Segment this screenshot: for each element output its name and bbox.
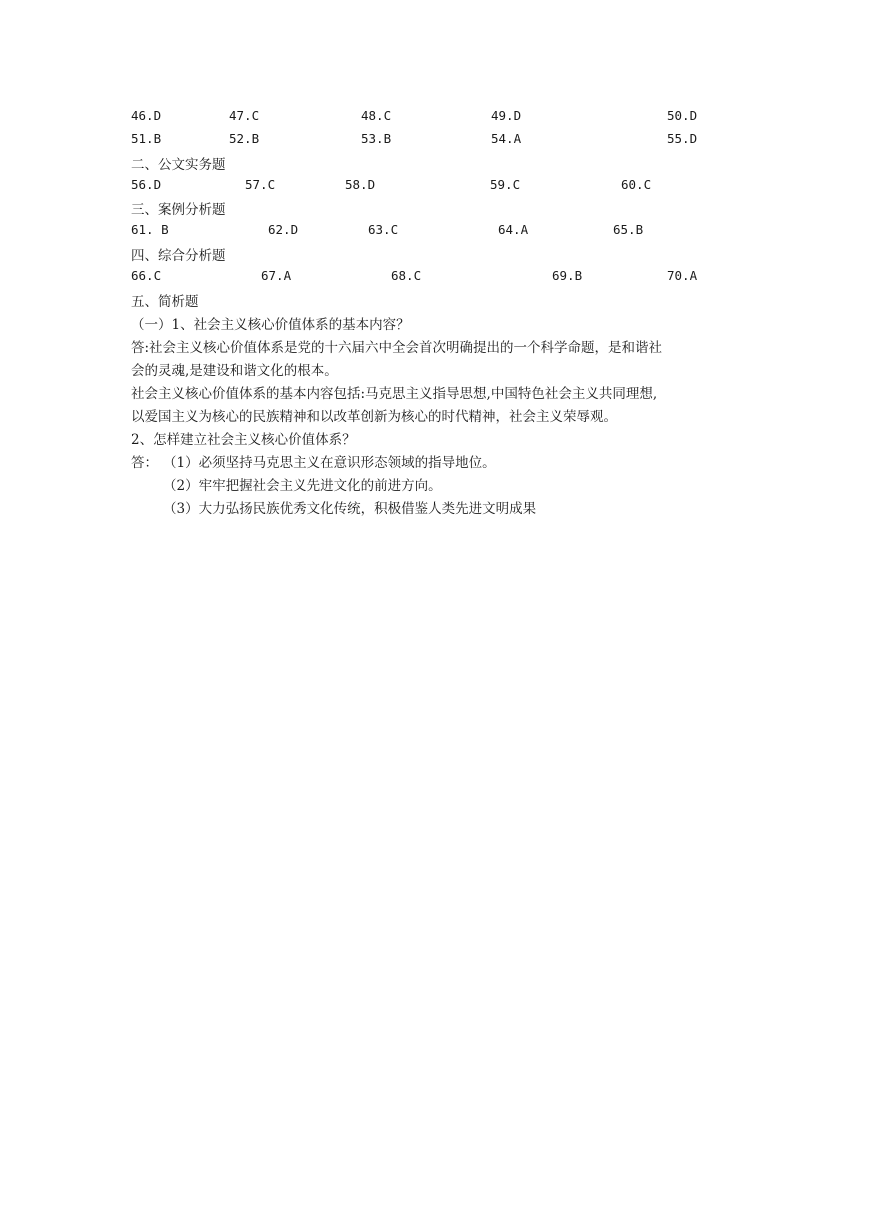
answer-51: 51.B	[131, 131, 162, 146]
answer-70: 70.A	[667, 268, 698, 283]
answer-64: 64.A	[498, 222, 529, 237]
essay-question-1: （一）1、社会主义核心价值体系的基本内容？	[131, 317, 410, 333]
answer-46: 46.D	[131, 108, 162, 123]
answer-53: 53.B	[361, 131, 392, 146]
answer-row-56-60	[131, 177, 771, 197]
answer-47: 47.C	[229, 108, 260, 123]
answer-52: 52.B	[229, 131, 260, 146]
essay-answer-1-line-1: 答:社会主义核心价值体系是党的十六届六中全会首次明确提出的一个科学命题，是和谐社	[131, 340, 663, 356]
answer-62: 62.D	[268, 222, 299, 237]
answer-57: 57.C	[245, 177, 276, 192]
answer-58: 58.D	[345, 177, 376, 192]
section-title-comprehensive: 四、综合分析题	[131, 248, 226, 264]
answer-59: 59.C	[490, 177, 521, 192]
essay-answer-2-item-1: （1）必须坚持马克思主义在意识形态领域的指导地位。	[163, 455, 496, 471]
answer-row-51-55	[131, 131, 771, 151]
essay-answer-1-line-2: 会的灵魂,是建设和谐文化的根本。	[131, 363, 338, 379]
answer-row-46-50	[131, 108, 771, 128]
section-title-short-analysis: 五、简析题	[131, 294, 199, 310]
answer-60: 60.C	[621, 177, 652, 192]
answer-61: 61. B	[131, 222, 169, 237]
answer-55: 55.D	[667, 131, 698, 146]
answer-48: 48.C	[361, 108, 392, 123]
answer-49: 49.D	[491, 108, 522, 123]
answer-50: 50.D	[667, 108, 698, 123]
essay-answer-2-item-2: （2）牢牢把握社会主义先进文化的前进方向。	[163, 478, 442, 494]
answer-66: 66.C	[131, 268, 162, 283]
answer-row-61-65	[131, 222, 771, 242]
answer-68: 68.C	[391, 268, 422, 283]
answer-54: 54.A	[491, 131, 522, 146]
answer-69: 69.B	[552, 268, 583, 283]
answer-row-66-70	[131, 268, 771, 288]
section-title-case-analysis: 三、案例分析题	[131, 202, 226, 218]
essay-answer-1-line-4: 以爱国主义为核心的民族精神和以改革创新为核心的时代精神，社会主义荣辱观。	[131, 409, 617, 425]
essay-answer-2-item-3: （3）大力弘扬民族优秀文化传统，积极借鉴人类先进文明成果	[163, 501, 537, 517]
essay-answer-1-line-3: 社会主义核心价值体系的基本内容包括:马克思主义指导思想,中国特色社会主义共同理想,	[131, 386, 658, 402]
answer-63: 63.C	[368, 222, 399, 237]
answer-65: 65.B	[613, 222, 644, 237]
section-title-official-document: 二、公文实务题	[131, 157, 226, 173]
answer-56: 56.D	[131, 177, 162, 192]
essay-answer-2-prefix: 答：	[131, 455, 158, 471]
essay-question-2: 2、怎样建立社会主义核心价值体系？	[131, 432, 356, 448]
answer-67: 67.A	[261, 268, 292, 283]
